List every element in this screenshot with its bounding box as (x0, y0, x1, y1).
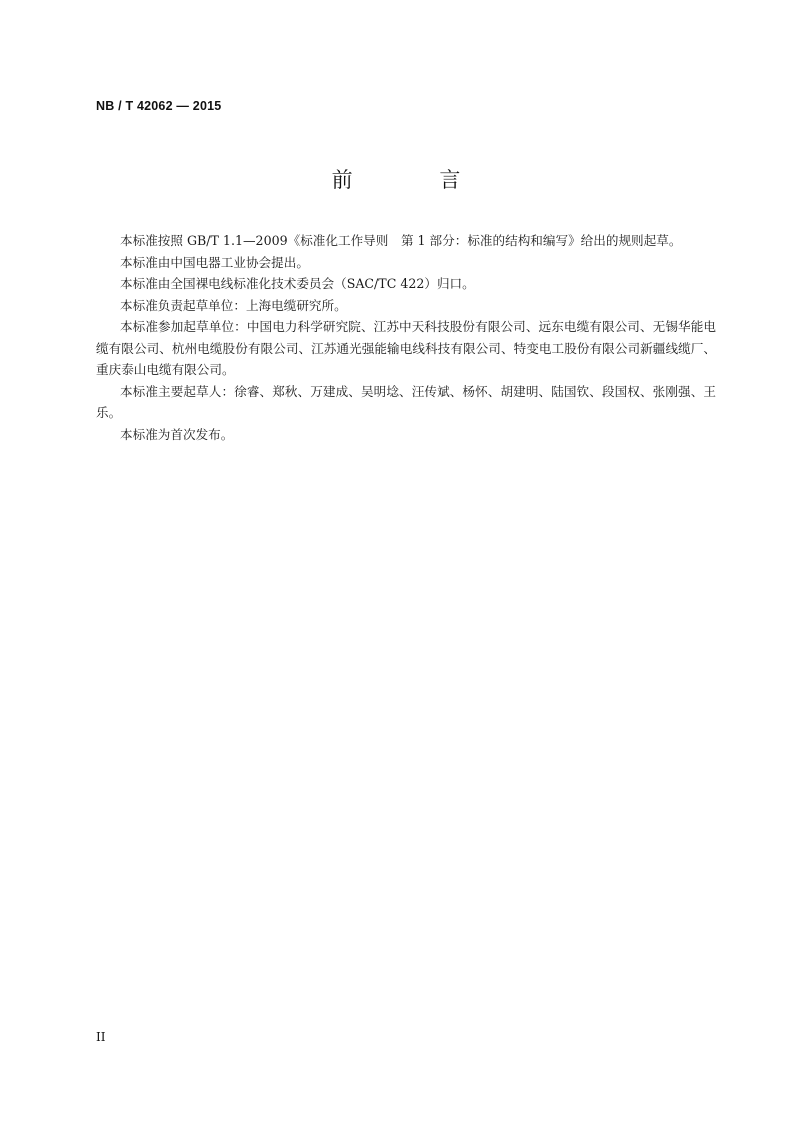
paragraph-proposed-by: 本标准由中国电器工业协会提出。 (120, 254, 309, 270)
foreword-body (96, 230, 716, 445)
paragraph-first-release: 本标准为首次发布。 (120, 426, 234, 442)
paragraph-drafting-rules: 本标准按照 GB/T 1.1—2009《标准化工作导则 第 1 部分：标准的结构和编写》给出的规则起草。 (120, 233, 682, 248)
paragraph-participating-units: 本标准参加起草单位：中国电力科学研究院、江苏中天科技股份有限公司、远东电缆有限公司、无锡华能电缆有限公司、杭州电缆股份有限公司、江苏通光强能输电线科技有限公司、特变电工股份有限公司新疆线缆厂、重庆泰山电缆有限公司。 (96, 319, 716, 377)
paragraph-lead-drafting-unit: 本标准负责起草单位：上海电缆研究所。 (120, 297, 347, 313)
paragraph-main-drafters: 本标准主要起草人：徐睿、郑秋、万建成、吴明埝、汪传斌、杨怀、胡建明、陆国钦、段国权、张刚强、王乐。 (96, 383, 716, 420)
standard-number: NB / T 42062 — 2015 (96, 99, 222, 113)
page-number: II (96, 1030, 106, 1044)
paragraph-technical-committee: 本标准由全国裸电线标准化技术委员会（SAC/TC 422）归口。 (120, 276, 475, 291)
page-title: 前 言 (331, 168, 501, 192)
